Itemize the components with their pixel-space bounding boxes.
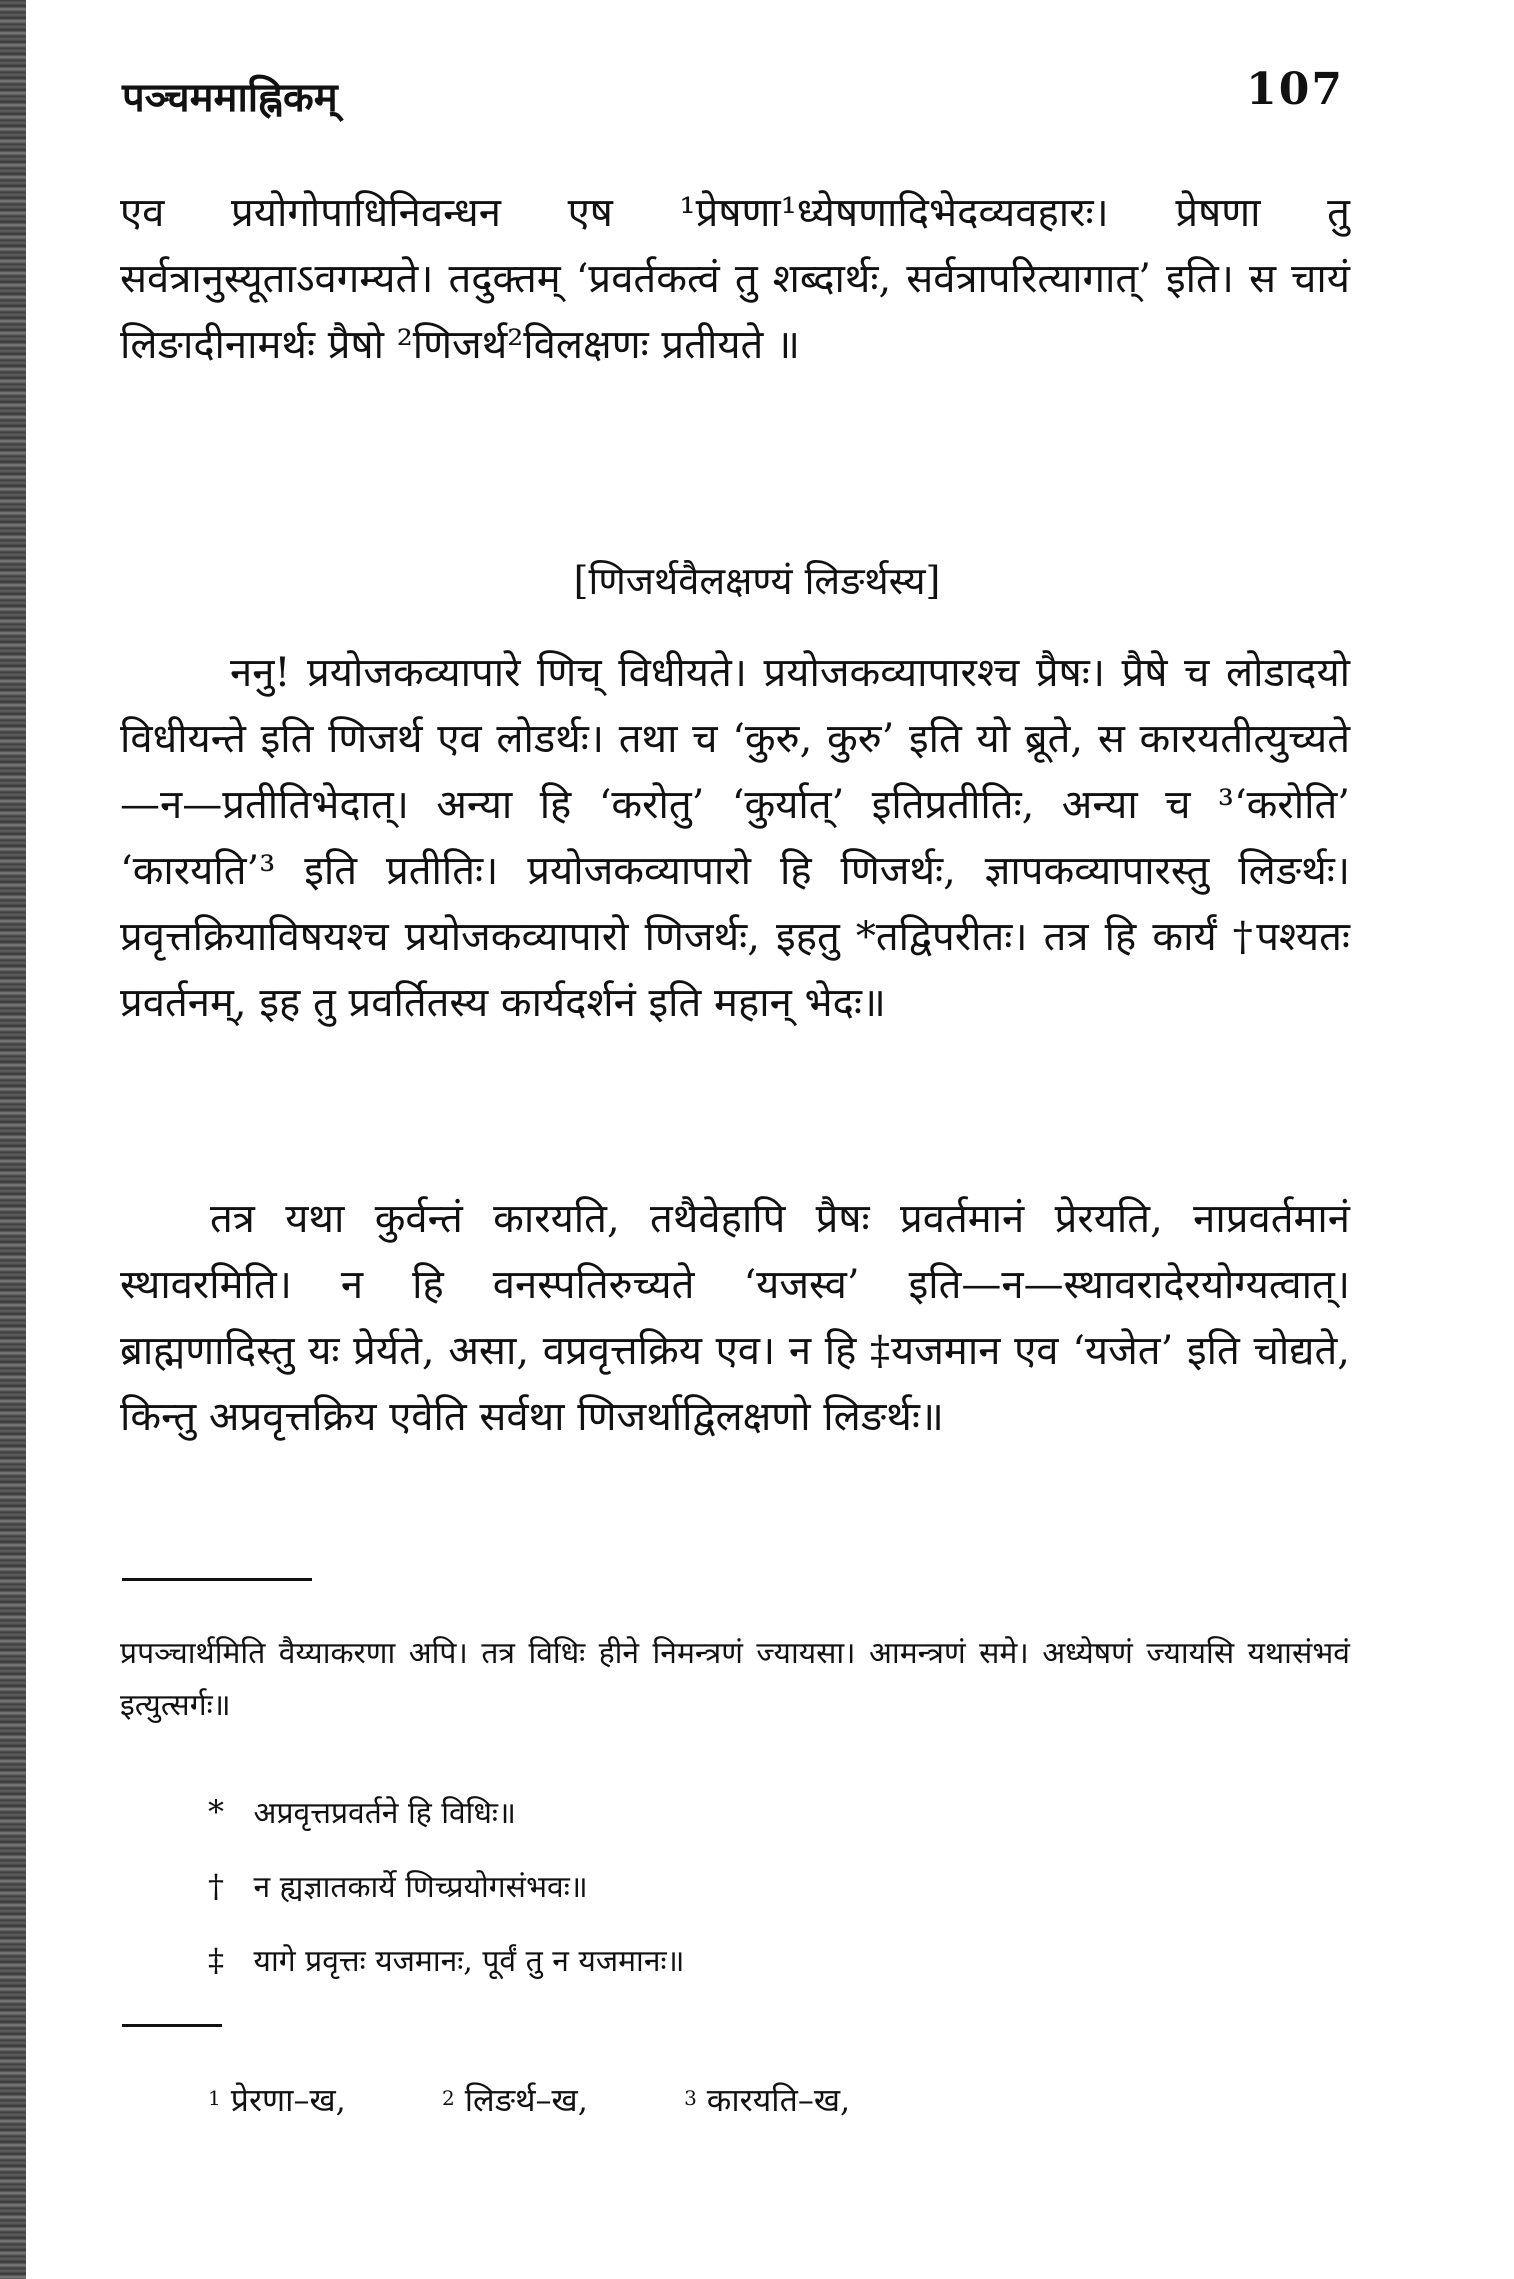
variant-number: 1 [208, 2086, 221, 2110]
paragraph-1: एव प्रयोगोपाधिनिवन्धन एष ¹प्रेषणा¹ध्येषणादिभेदव्यवहारः। प्रेषणा तु सर्वत्रानुस्यूताऽवगम्यते। तदुक्तम् ‘प्रवर्तकत्वं तु शब्दार्थः, सर्वत्रापरित्यागात्’ इति। स चायं लिङादीनामर्थः प्रैषो ²णिजर्थ²विलक्षणः प्रतीयते ॥ [120, 190, 1350, 368]
variant-text: प्रेरणा–ख, [230, 2081, 346, 2119]
variant-text: लिङर्थ–ख, [464, 2081, 588, 2119]
footnote-double-dagger [208, 1934, 685, 1988]
variant-reading [208, 2074, 346, 2126]
page-number: 107 [1246, 64, 1344, 115]
footnote-main: प्रपञ्चार्थमिति वैय्याकरणा अपि। तत्र विधिः हीने निमन्त्रणं ज्यायसा। आमन्त्रणं समे। अध्येषणं ज्यायसि यथासंभवं इत्युत्सर्गः॥ [120, 1636, 1350, 1723]
footnote-star [208, 1786, 516, 1840]
footnote-dagger-text: न ह्यज्ञातकार्ये णिच्प्रयोगसंभवः॥ [253, 1870, 588, 1905]
variant-reading [684, 2074, 850, 2126]
variant-number: 2 [441, 2086, 455, 2110]
variant-reading [442, 2074, 588, 2126]
footnote-star-text: अप्रवृत्तप्रवर्तने हि विधिः॥ [253, 1796, 516, 1831]
variant-readings [208, 2074, 936, 2126]
footnote-dagger-mark: † [208, 1867, 224, 1905]
variants-divider [122, 2024, 222, 2027]
footnote-divider [122, 1578, 312, 1581]
variant-number: 3 [684, 2086, 697, 2110]
paragraph-2: ननु! प्रयोजकव्यापारे णिच् विधीयते। प्रयोजकव्यापारश्च प्रैषः। प्रैषे च लोडादयो विधीयन्ते इति णिजर्थ एव लोडर्थः। तथा च ‘कुरु, कुरु’ इति यो ब्रूते, स कारयतीत्युच्यते—न—प्रतीतिभेदात्। अन्या हि ‘करोतु’ ‘कुर्यात्’ इतिप्रतीतिः, अन्या च ³‘करोति’ ‘कारयति’³ इति प्रतीतिः। प्रयोजकव्यापारो हि णिजर्थः, ज्ञापकव्यापारस्तु लिङर्थः। प्रवृत्तक्रियाविषयश्च प्रयोजकव्यापारो णिजर्थः, इहतु *तद्विपरीतः। तत्र हि कार्यं †पश्यतः प्रवर्तनम्, इह तु प्रवर्तितस्य कार्यदर्शनं इति महान् भेदः॥ [120, 650, 1350, 1026]
footnote-double-dagger-mark: ‡ [208, 1941, 224, 1979]
section-heading: [णिजर्थवैलक्षण्यं लिङर्थस्य] [573, 559, 941, 603]
running-title: पञ्चममाह्निकम् [122, 74, 338, 121]
footnote-star-mark: * [208, 1793, 224, 1831]
paragraph-3: तत्र यथा कुर्वन्तं कारयति, तथैवेहापि प्रैषः प्रवर्तमानं प्रेरयति, नाप्रवर्तमानं स्थावरमिति। न हि वनस्पतिरुच्यते ‘यजस्व’ इति—न—स्थावरादेरयोग्यत्वात्। ब्राह्मणादिस्तु यः प्रेर्यते, असा, वप्रवृत्तक्रिय एव। न हि ‡यजमान एव ‘यजेत’ इति चोद्यते, किन्तु अप्रवृत्तक्रिय एवेति सर्वथा णिजर्थाद्विलक्षणो लिङर्थः॥ [120, 1196, 1350, 1440]
footnote-dagger [208, 1860, 588, 1914]
footnote-double-dagger-text: यागे प्रवृत्तः यजमानः, पूर्वं तु न यजमानः॥ [253, 1944, 685, 1979]
variant-text: कारयति–ख, [706, 2081, 851, 2119]
